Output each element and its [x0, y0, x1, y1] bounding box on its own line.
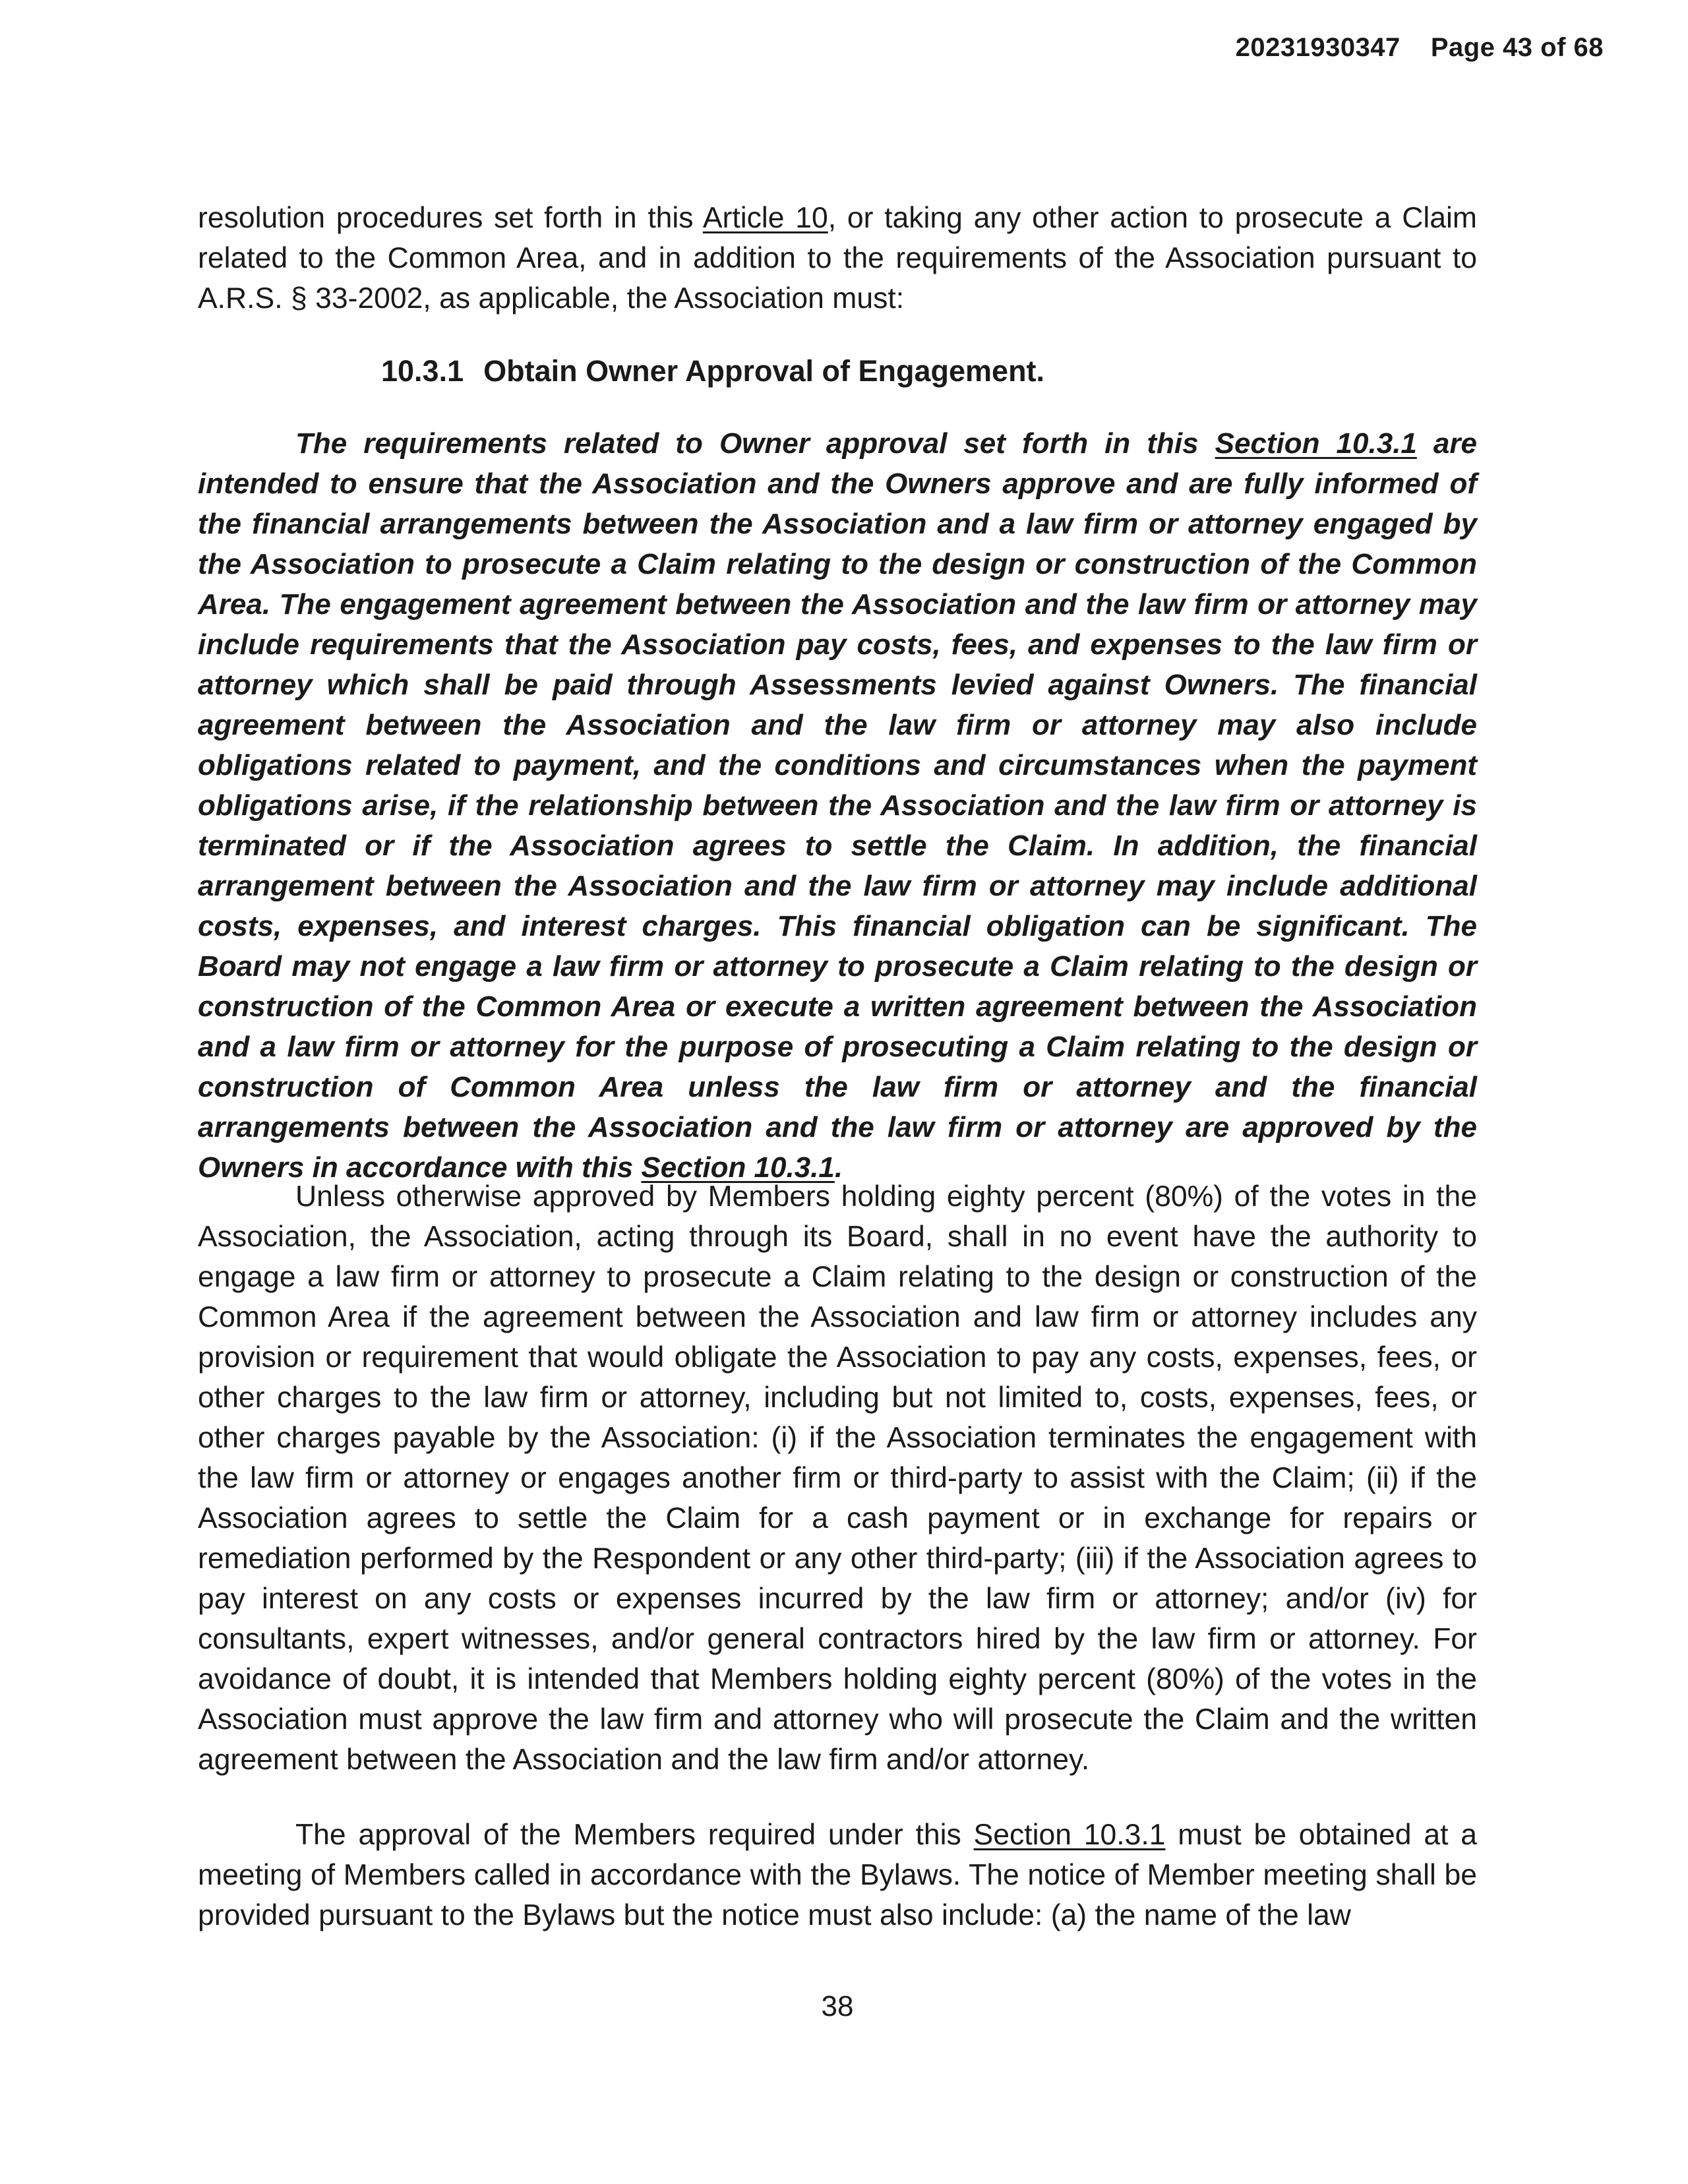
paragraph-owner-approval-notice [198, 423, 1477, 1188]
para2-text-a: The requirements related to Owner approval set forth in this [295, 427, 1215, 460]
section-heading [381, 351, 1044, 391]
para2-text-b: are intended to ensure that the Association and the Owners approve and are fully informed of the financial arrangements between the Association and a law firm or attorney engaged by the Association to prosecute a Claim relating to the design or construction of the Common Area. The engagement agreement between the Association and the law firm or attorney may include requirements that the Association pay costs, fees, and expenses to the law firm or attorney which shall be paid through Assessments levied against Owners. The financial agreement between the Association and the law firm or attorney may also include obligations related to payment, and the conditions and circumstances when the payment obligations arise, if the relationship between the Association and the law firm or attorney is terminated or if the Association agrees to settle the Claim. In addition, the financial arrangement between the Association and the law firm or attorney may include additional costs, expenses, and interest charges. This financial obligation can be significant. The Board may not engage a law firm or attorney to prosecute a Claim relating to the design or construction of the Common Area or execute a written agreement between the Association and a law firm or attorney for the purpose of prosecuting a Claim relating to the design or construction of Common Area unless the law firm or attorney and the financial arrangements between the Association and the law firm or attorney are approved by the Owners in accordance with this [198, 427, 1477, 1184]
document-number: 20231930347 [1235, 33, 1401, 62]
page-number: 38 [821, 1990, 854, 2022]
section-10-3-1-reference-meeting: Section 10.3.1 [973, 1819, 1166, 1851]
section-number: 10.3.1 [381, 354, 464, 388]
page-indicator: Page 43 of 68 [1430, 33, 1604, 62]
section-title: Obtain Owner Approval of Engagement. [483, 354, 1045, 388]
section-10-3-1-reference-end: Section 10.3.1 [641, 1151, 835, 1184]
section-10-3-1-reference: Section 10.3.1 [1215, 427, 1417, 460]
para1-text-b: , or taking any other action to prosecute a Claim related to the Common Area, and in addition to the requirements of the Association pursuant to A.R.S. § 33-2002, as applicable, the Association must: [198, 202, 1477, 315]
article-10-reference: Article 10 [702, 202, 828, 234]
para4-text-a: The approval of the Members required under this [295, 1819, 974, 1851]
paragraph-member-meeting [198, 1815, 1477, 1935]
para3-text: Unless otherwise approved by Members holding eighty percent (80%) of the votes in the Association, the Association, acting through its Board, shall in no event have the authority to engage a law firm or attorney to prosecute a Claim relating to the design or construction of the Common Area if the agreement between the Association and law firm or attorney includes any provision or requirement that would obligate the Association to pay any costs, expenses, fees, or other charges to the law firm or attorney, including but not limited to, costs, expenses, fees, or other charges payable by the Association: (i) if the Association terminates the engagement with the law firm or attorney or engages another firm or third-party to assist with the Claim; (ii) if the Association agrees to settle the Claim for a cash payment or in exchange for repairs or remediation performed by the Respondent or any other third-party; (iii) if the Association agrees to pay interest on any costs or expenses incurred by the law firm or attorney; and/or (iv) for consultants, expert witnesses, and/or general contractors hired by the law firm or attorney. For avoidance of doubt, it is intended that Members holding eighty percent (80%) of the votes in the Association must approve the law firm and attorney who will prosecute the Claim and the written agreement between the Association and the law firm and/or attorney. [198, 1180, 1477, 1776]
paragraph-resolution-procedures [198, 198, 1477, 318]
para4-text-b: must be obtained at a meeting of Members called in accordance with the Bylaws. The notice of Member meeting shall be provided pursuant to the Bylaws but the notice must also include: (a) the name of the law [198, 1819, 1478, 1931]
para2-text-c: . [834, 1151, 843, 1184]
recording-header [1236, 33, 1604, 63]
para1-text-a: resolution procedures set forth in this [198, 202, 703, 234]
paragraph-eighty-percent-approval [198, 1176, 1477, 1780]
